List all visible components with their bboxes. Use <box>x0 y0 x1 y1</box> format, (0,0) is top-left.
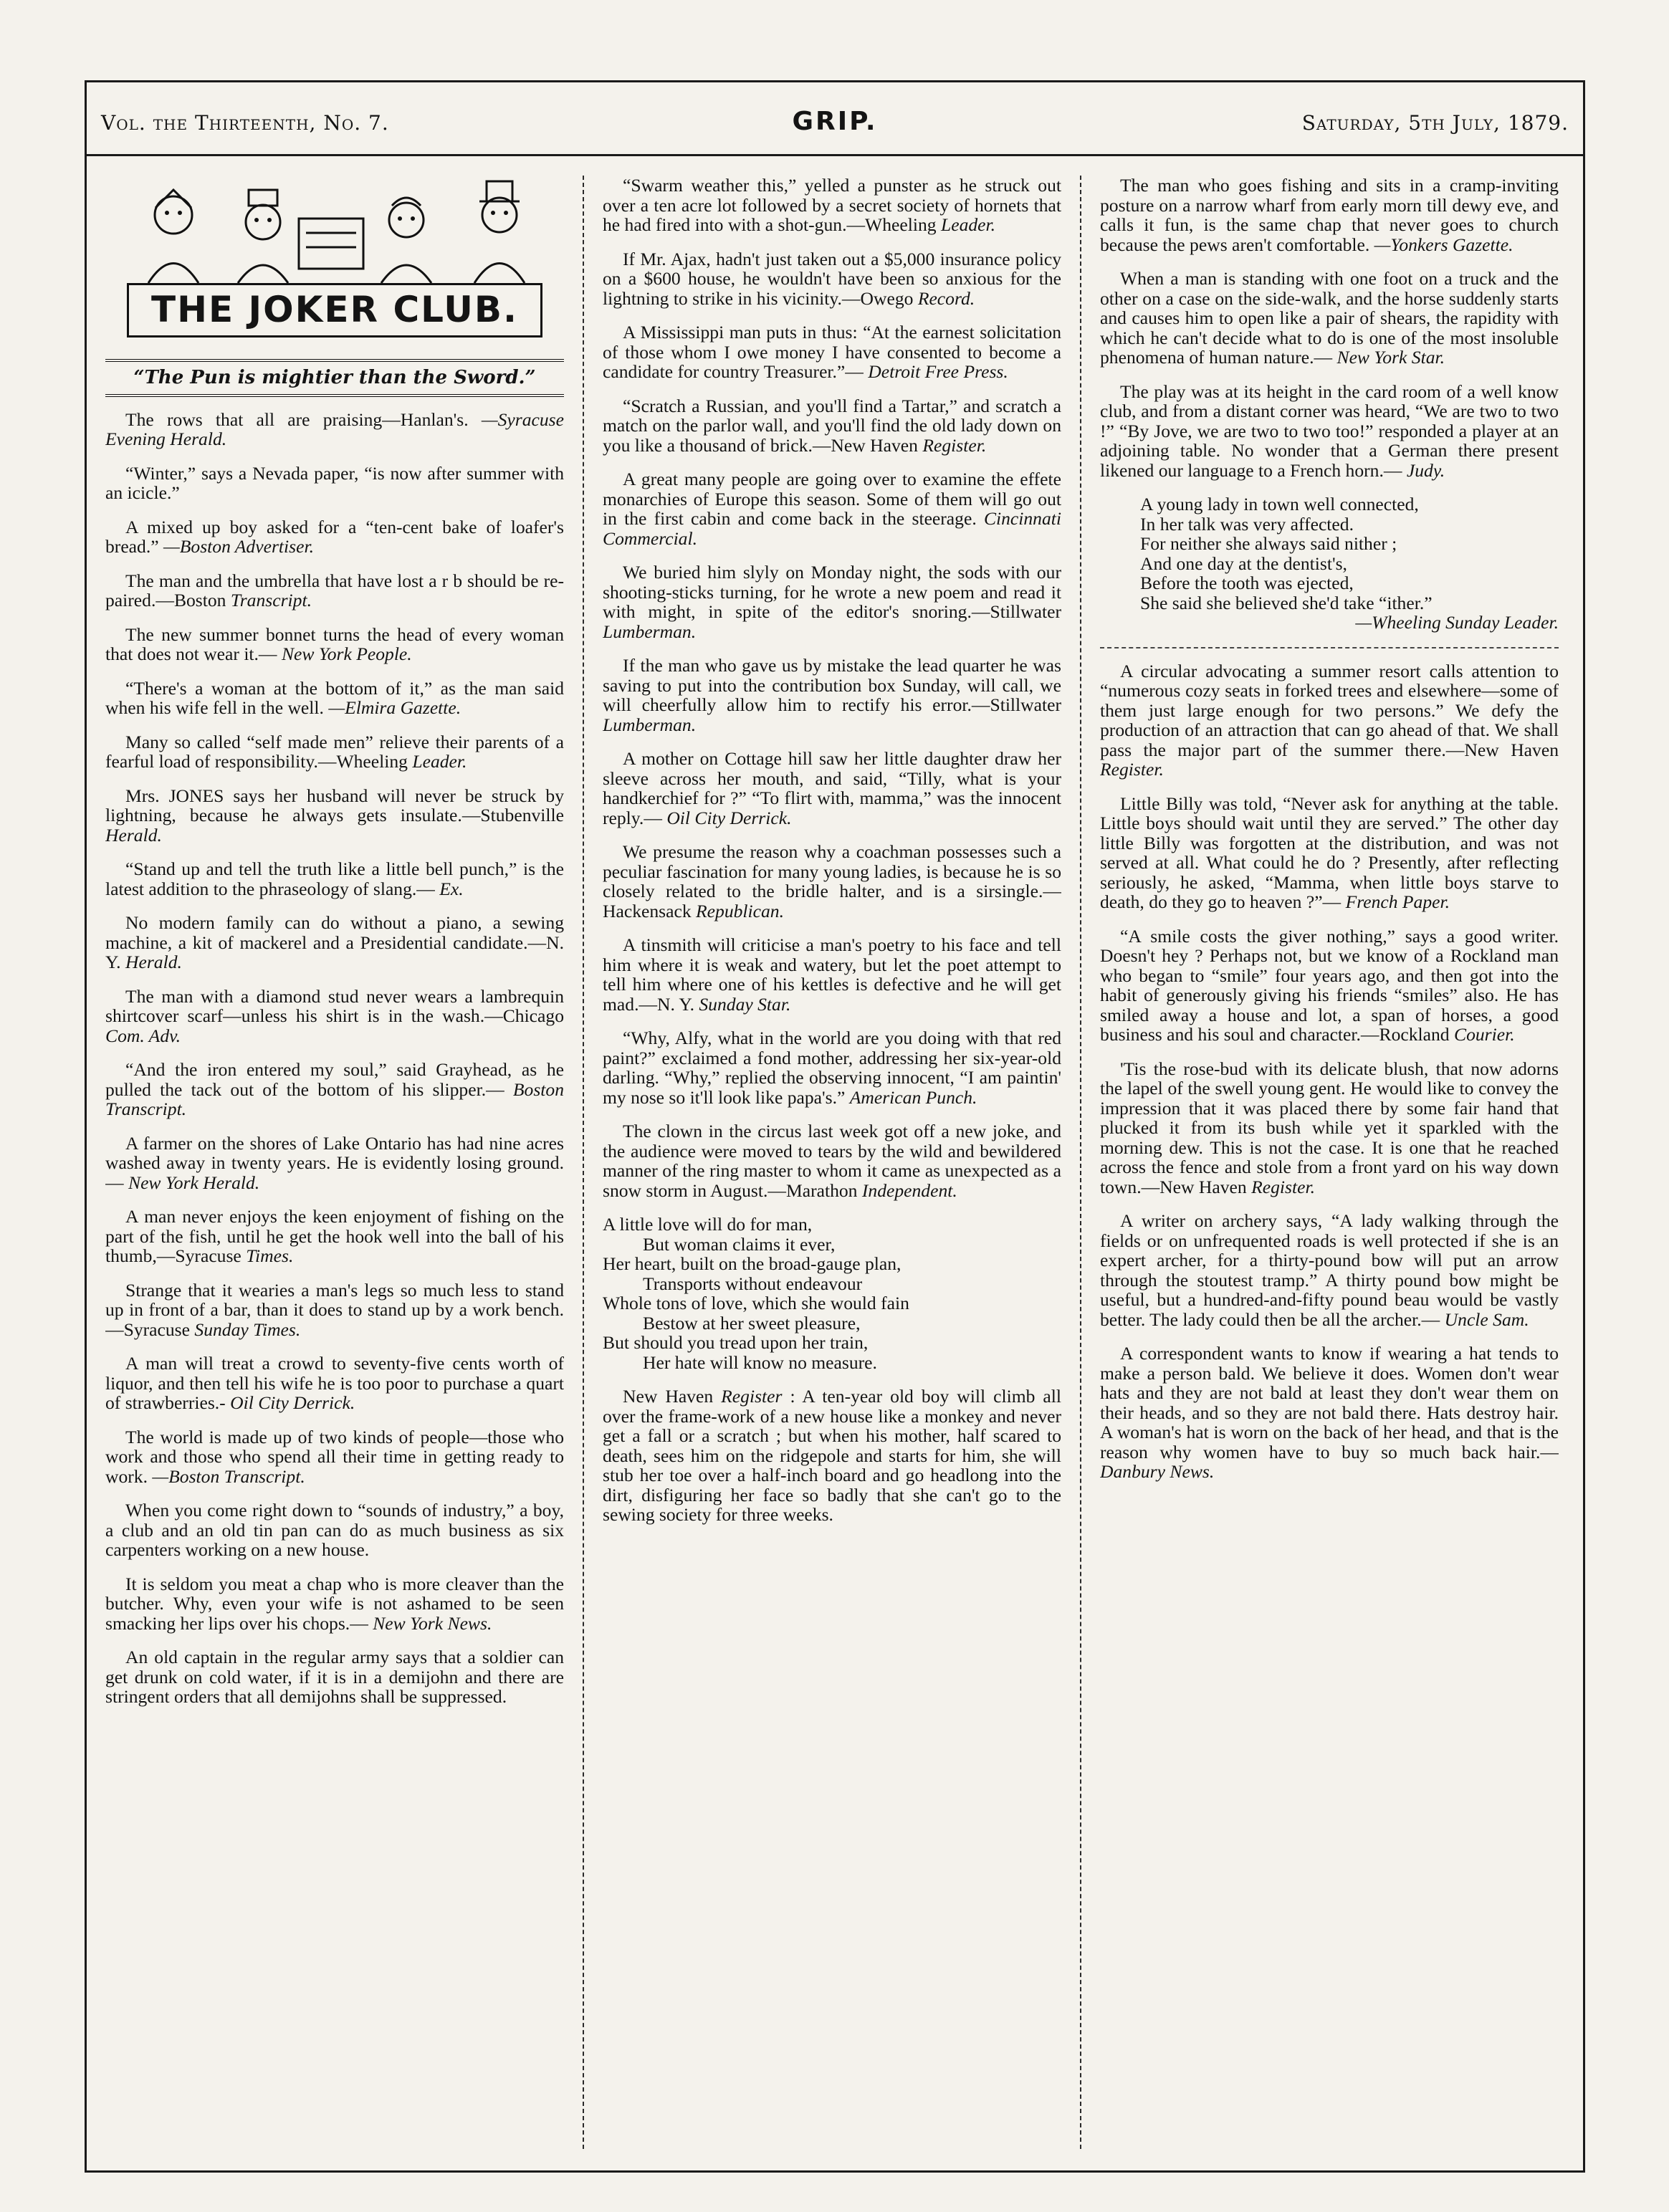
source-attribution: Detroit Free Press. <box>868 361 1008 382</box>
source-attribution: Cincinnati Commercial. <box>603 508 1061 549</box>
source-attribution: Herald. <box>125 952 182 972</box>
joke-item: The rows that all are praising—Hanlan's. —Syracuse Evening Herald. <box>105 408 564 449</box>
poem-line: Whole tons of love, which she would fain <box>603 1293 909 1313</box>
source-attribution: Transcript. <box>230 590 312 611</box>
source-attribution: Danbury News. <box>1100 1461 1215 1482</box>
column-rule <box>583 176 584 2149</box>
joke-item: The clown in the circus last week got off a new joke, and the audience were moved to tears by the wild and bewildered manner of the ring master to whom it came as unexpected as a snow storm in August.—Marathon Independent. <box>603 1121 1061 1201</box>
source-attribution: —Elmira Gazette. <box>328 697 462 718</box>
col2-items <box>603 176 1061 1200</box>
source-attribution: Herald. <box>105 824 162 846</box>
joke-item: Mrs. JONES says her husband will never be struck by lightning, because he always gets insulate.—Stubenville Herald. <box>105 785 564 846</box>
poem-line: Her hate will know no measure. <box>643 1351 877 1373</box>
joke-item: A man never enjoys the keen enjoyment of fishing on the part of the fish, until he get the hook well into the ball of his thumb,—Syracuse Times. <box>105 1206 564 1266</box>
source-attribution: Leader. <box>940 214 996 235</box>
source-attribution: Republican. <box>696 900 785 921</box>
joke-item: “A smile costs the giver nothing,” says a good writer. Doesn't hey ? Perhaps not, but we know of a Rockland man who began to “smile” four years ago, and then got into the habit of generously giving his friends “smiles” also. He has smiled away a house and lot, a span of horses, a good business and his soul and character.—Rockland Courier. <box>1100 925 1559 1045</box>
poem-line: She said she believed she'd take “ither.” <box>1140 592 1433 613</box>
source-attribution: New York People. <box>281 643 412 664</box>
joker-club-masthead <box>105 176 564 355</box>
joke-item: A correspondent wants to know if wearing a hat tends to make a person bald. We believe it does. Women don't wear hats and they are not bald at least they don't wear them on their heads, and so they are not bald there. Hats destroy hair. A woman's hat is worn on the back of her head, and that is the reason why women have to buy so much back hair.— Danbury News. <box>1100 1343 1559 1482</box>
page-header <box>87 82 1583 156</box>
source-attribution: Com. Adv. <box>105 1025 181 1046</box>
poem-line: A young lady in town well connected, <box>1140 494 1419 514</box>
col3a-items <box>1100 176 1559 480</box>
issue-date: Saturday, 5th July, 1879. <box>1301 111 1569 135</box>
column-rule <box>1080 176 1081 2149</box>
joke-item: “And the iron entered my soul,” said Grayhead, as he pulled the tack out of the bottom of his slipper.— Boston Transcript. <box>105 1059 564 1119</box>
joke-item: “Why, Alfy, what in the world are you doing with that red paint?” exclaimed a fond mother, addressing her six-year-old darling. “Why,” replied the observing innocent, “I am paintin' my nose so it'll look like papa's.” American Punch. <box>603 1028 1061 1108</box>
source-attribution: —Boston Advertiser. <box>163 536 314 557</box>
poem-line: Bestow at her sweet pleasure, <box>643 1312 861 1334</box>
poem-line: For neither she always said nither ; <box>1140 533 1397 554</box>
source-attribution: —Syracuse Evening Herald. <box>105 408 564 449</box>
motto-banner <box>105 359 564 397</box>
source-attribution: —Yonkers Gazette. <box>1374 234 1513 255</box>
joke-item: “Stand up and tell the truth like a little bell punch,” is the latest addition to the phraseology of slang.— Ex. <box>105 858 564 899</box>
source-attribution: Sunday Times. <box>194 1318 301 1340</box>
item-ten-year-old-boy: New Haven Register : A ten-year old boy will climb all over the frame-work of a new house like a monkey and never get a fall or a scratch ; but when his mother, half scared to death, sees him on the ridgepole and starts for him, she will stub her toe over a half-inch board and go headlong into the dirt, disfiguring her face so badly that she can't go to the sewing society for three weeks. <box>603 1386 1061 1525</box>
col1-items <box>105 410 564 1707</box>
joke-item: Many so called “self made men” relieve their parents of a fearful load of responsibility.—Wheeling Leader. <box>105 731 564 772</box>
joke-item: The man with a diamond stud never wears a lambrequin shirtcover scarf—unless his shirt is in the wash.—Chicago Com. Adv. <box>105 985 564 1046</box>
source-attribution: Sunday Star. <box>699 993 791 1015</box>
joke-item: The man and the umbrella that have lost a r b should be re-paired.—Boston Transcript. <box>105 570 564 611</box>
joke-item: A writer on archery says, “A lady walking through the fields or on unfrequented roads is well protected if she is an expert archer, for a thirty-pound bow will put an arrow through the stoutest tramp.” A thirty pound bow might be useful, but a hundred-and-fifty pound beau would be vastly better. The lady could then be all the archer.— Uncle Sam. <box>1100 1210 1559 1330</box>
poem-young-lady <box>1100 494 1559 633</box>
poem-line: But woman claims it ever, <box>643 1233 836 1255</box>
column-1 <box>105 176 564 2149</box>
joke-item: If the man who gave us by mistake the lead quarter he was saving to put into the contribution box Sunday, will call, we will cheerfully allow him to rectify his error.—Stillwater Lumberman. <box>603 655 1061 735</box>
poem-line: Her heart, built on the broad-gauge plan, <box>603 1253 902 1274</box>
joke-item: A man will treat a crowd to seventy-five cents worth of liquor, and then tell his wife he is too poor to purchase a quart of strawberries.- Oil City Derrick. <box>105 1353 564 1413</box>
source-attribution: Register. <box>1251 1176 1315 1197</box>
joke-item: “Winter,” says a Nevada paper, “is now after summer with an icicle.” <box>105 462 564 503</box>
poem-line: Transports without endeavour <box>643 1273 863 1294</box>
joke-item: When a man is standing with one foot on a truck and the other on a case on the side-walk, and the horse suddenly starts and causes him to open like a pair of shears, the rapidity with which he can't decide what to do is one of the most insoluble phenomena of human nature.— New York Star. <box>1100 268 1559 368</box>
source-attribution: —Boston Transcript. <box>152 1465 305 1487</box>
joke-item: The man who goes fishing and sits in a cramp-inviting posture on a narrow wharf from early morn till dewy eve, and calls it fun, is the same chap that never goes to church because the pews aren't comfortable. —Yonkers Gazette. <box>1100 176 1559 255</box>
source-attribution: Boston Transcript. <box>105 1078 564 1119</box>
poem-line: A little love will do for man, <box>603 1214 813 1235</box>
source-attribution: Leader. <box>412 751 467 772</box>
newspaper-page <box>85 80 1585 2173</box>
source-attribution: New York News. <box>373 1612 492 1634</box>
source-attribution: Oil City Derrick. <box>666 807 792 828</box>
poem-love <box>603 1215 1061 1372</box>
column-2 <box>603 176 1061 2149</box>
joke-item: 'Tis the rose-bud with its delicate blush, that now adorns the lapel of the swell young gent. He would like to convey the impression that it was placed there by some fair hand that plucked it from its bush while yet it sparkled with the morning dew. This is not the case. It is one that he reached across the fence and stole from a front yard on his way down town.—New Haven Register. <box>1100 1058 1559 1197</box>
source-attribution: American Punch. <box>849 1086 977 1108</box>
joke-item: The world is made up of two kinds of people—those who work and those who spend all their time in getting ready to work. —Boston Transcript. <box>105 1426 564 1487</box>
joke-item: No modern family can do without a piano, a sewing machine, a kit of mackerel and a Presidential candidate.—N. Y. Herald. <box>105 912 564 972</box>
source-attribution: Uncle Sam. <box>1444 1308 1529 1330</box>
jokers-illustration-icon <box>105 176 564 283</box>
joke-item: A mother on Cottage hill saw her little daughter draw her sleeve across her mouth, and said, “Tilly, what is your handkerchief for ?” “To flirt with, mamma,” was the innocent reply.— Oil City Derrick. <box>603 748 1061 828</box>
joke-item: Strange that it wearies a man's legs so much less to stand up in front of a bar, than it does to stand up by a work bench.—Syracuse Sunday Times. <box>105 1279 564 1340</box>
source-attribution: New York Star. <box>1336 347 1445 368</box>
joke-item: “Scratch a Russian, and you'll find a Tartar,” and scratch a match on the parlor wall, and you'll find the old lady down on you like a thousand of brick.—New Haven Register. <box>603 395 1061 456</box>
source-attribution: Ex. <box>439 878 464 899</box>
source-attribution: Times. <box>246 1245 294 1266</box>
source-attribution: Lumberman. <box>603 621 697 642</box>
source-attribution: Lumberman. <box>603 714 697 735</box>
joke-item: An old captain in the regular army says that a soldier can get drunk on cold water, if it is in a demijohn and there are stringent orders that all demijohns shall be suppressed. <box>105 1647 564 1707</box>
separator <box>1100 647 1559 648</box>
joke-item: We presume the reason why a coachman possesses such a peculiar fascination for many young ladies, is because he is so closely related to the bridle halter, and is a sirsingle.—Hackensack Republican. <box>603 841 1061 921</box>
joke-item: The new summer bonnet turns the head of every woman that does not wear it.— New York People. <box>105 623 564 664</box>
poem-line: Before the tooth was ejected, <box>1140 573 1354 593</box>
source-attribution: Judy. <box>1406 459 1445 481</box>
joke-item: “There's a woman at the bottom of it,” as the man said when his wife fell in the well. —Elmira Gazette. <box>105 677 564 718</box>
joke-item: A Mississippi man puts in thus: “At the earnest solicitation of those whom I owe money I have consented to become a candidate for country Treasurer.”— Detroit Free Press. <box>603 322 1061 382</box>
joke-item: A farmer on the shores of Lake Ontario has had nine acres washed away in twenty years. He is evidently losing ground.— New York Herald. <box>105 1132 564 1193</box>
joke-item: The play was at its height in the card room of a well know club, and from a distant corner was heard, “We are two to two !” “By Jove, we are two to two too!” responded a player at an adjoining table. No wonder that a German there present likened our language to a French horn.— Judy. <box>1100 380 1559 481</box>
joker-club-title: THE JOKER CLUB. <box>127 283 542 337</box>
source-attribution: Record. <box>917 287 975 309</box>
joke-item: A great many people are going over to examine the effete monarchies of Europe this season. Some of them will go out in the first cabin and come back in the steerage. Cincinnati Commercial. <box>603 469 1061 549</box>
joke-item: A mixed up boy asked for a “ten-cent bake of loafer's bread.” —Boston Advertiser. <box>105 516 564 557</box>
motto: “The Pun is mightier than the Sword.” <box>133 367 536 388</box>
source-attribution: Register. <box>922 434 987 456</box>
source-attribution: Register. <box>1100 759 1164 780</box>
poem-line: And one day at the dentist's, <box>1140 552 1347 574</box>
joke-item: If Mr. Ajax, hadn't just taken out a $5,000 insurance policy on a $600 house, he wouldn't have been so anxious for the lightning to strike in his vicinity.—Owego Record. <box>603 248 1061 309</box>
publication-title: GRIP. <box>792 107 878 136</box>
source-attribution: Independent. <box>861 1179 957 1201</box>
col3b-items <box>1100 661 1559 1482</box>
joke-item: A tinsmith will criticise a man's poetry to his face and tell him where it is weak and watery, but let the poet attempt to tell him where one of his kettles is defective and he will get mad.—N. Y. Sunday Star. <box>603 934 1061 1015</box>
joke-item: “Swarm weather this,” yelled a punster as he struck out over a ten acre lot followed by a secret society of hornets that he had fired into with a shot-gun.—Wheeling Leader. <box>603 176 1061 235</box>
volume-number: Vol. the Thirteenth, No. 7. <box>101 111 389 135</box>
source-attribution: Courier. <box>1454 1024 1515 1045</box>
joke-item: It is seldom you meat a chap who is more cleaver than the butcher. Why, even your wife is not ashamed to be seen smacking her lips over his chops.— New York News. <box>105 1573 564 1634</box>
joke-item: We buried him slyly on Monday night, the sods with our shooting-sticks turning, for he wrote a new poem and read it with might, in spite of the editor's snoring.—Stillwater Lumberman. <box>603 562 1061 642</box>
poem-attribution: —Wheeling Sunday Leader. <box>1355 612 1559 633</box>
source-attribution: New York Herald. <box>128 1172 260 1193</box>
column-3 <box>1100 176 1559 2149</box>
source-attribution: French Paper. <box>1345 891 1450 912</box>
joke-item: A circular advocating a summer resort calls attention to “numerous cozy seats in forked trees and elsewhere—some of them just large enough for two persons.” We defy the production of an attraction that can go ahead of that. We shall pass the major part of the summer there.—New Haven Register. <box>1100 660 1559 780</box>
source-attribution: Oil City Derrick. <box>230 1392 355 1413</box>
joke-item: Little Billy was told, “Never ask for anything at the table. Little boys should wait until they are served.” The other day little Billy was forgotten at the distribution, and was not served at all. What could he do ? Presently, after reflecting seriously, he asked, “Mamma, when little boys starve to death, do they go to heaven ?”— French Paper. <box>1100 793 1559 912</box>
poem-line: In her talk was very affected. <box>1140 513 1354 535</box>
joke-item: When you come right down to “sounds of industry,” a boy, a club and an old tin pan can do as much business as six carpenters working on a new house. <box>105 1500 564 1560</box>
poem-line: But should you tread upon her train, <box>603 1332 869 1353</box>
